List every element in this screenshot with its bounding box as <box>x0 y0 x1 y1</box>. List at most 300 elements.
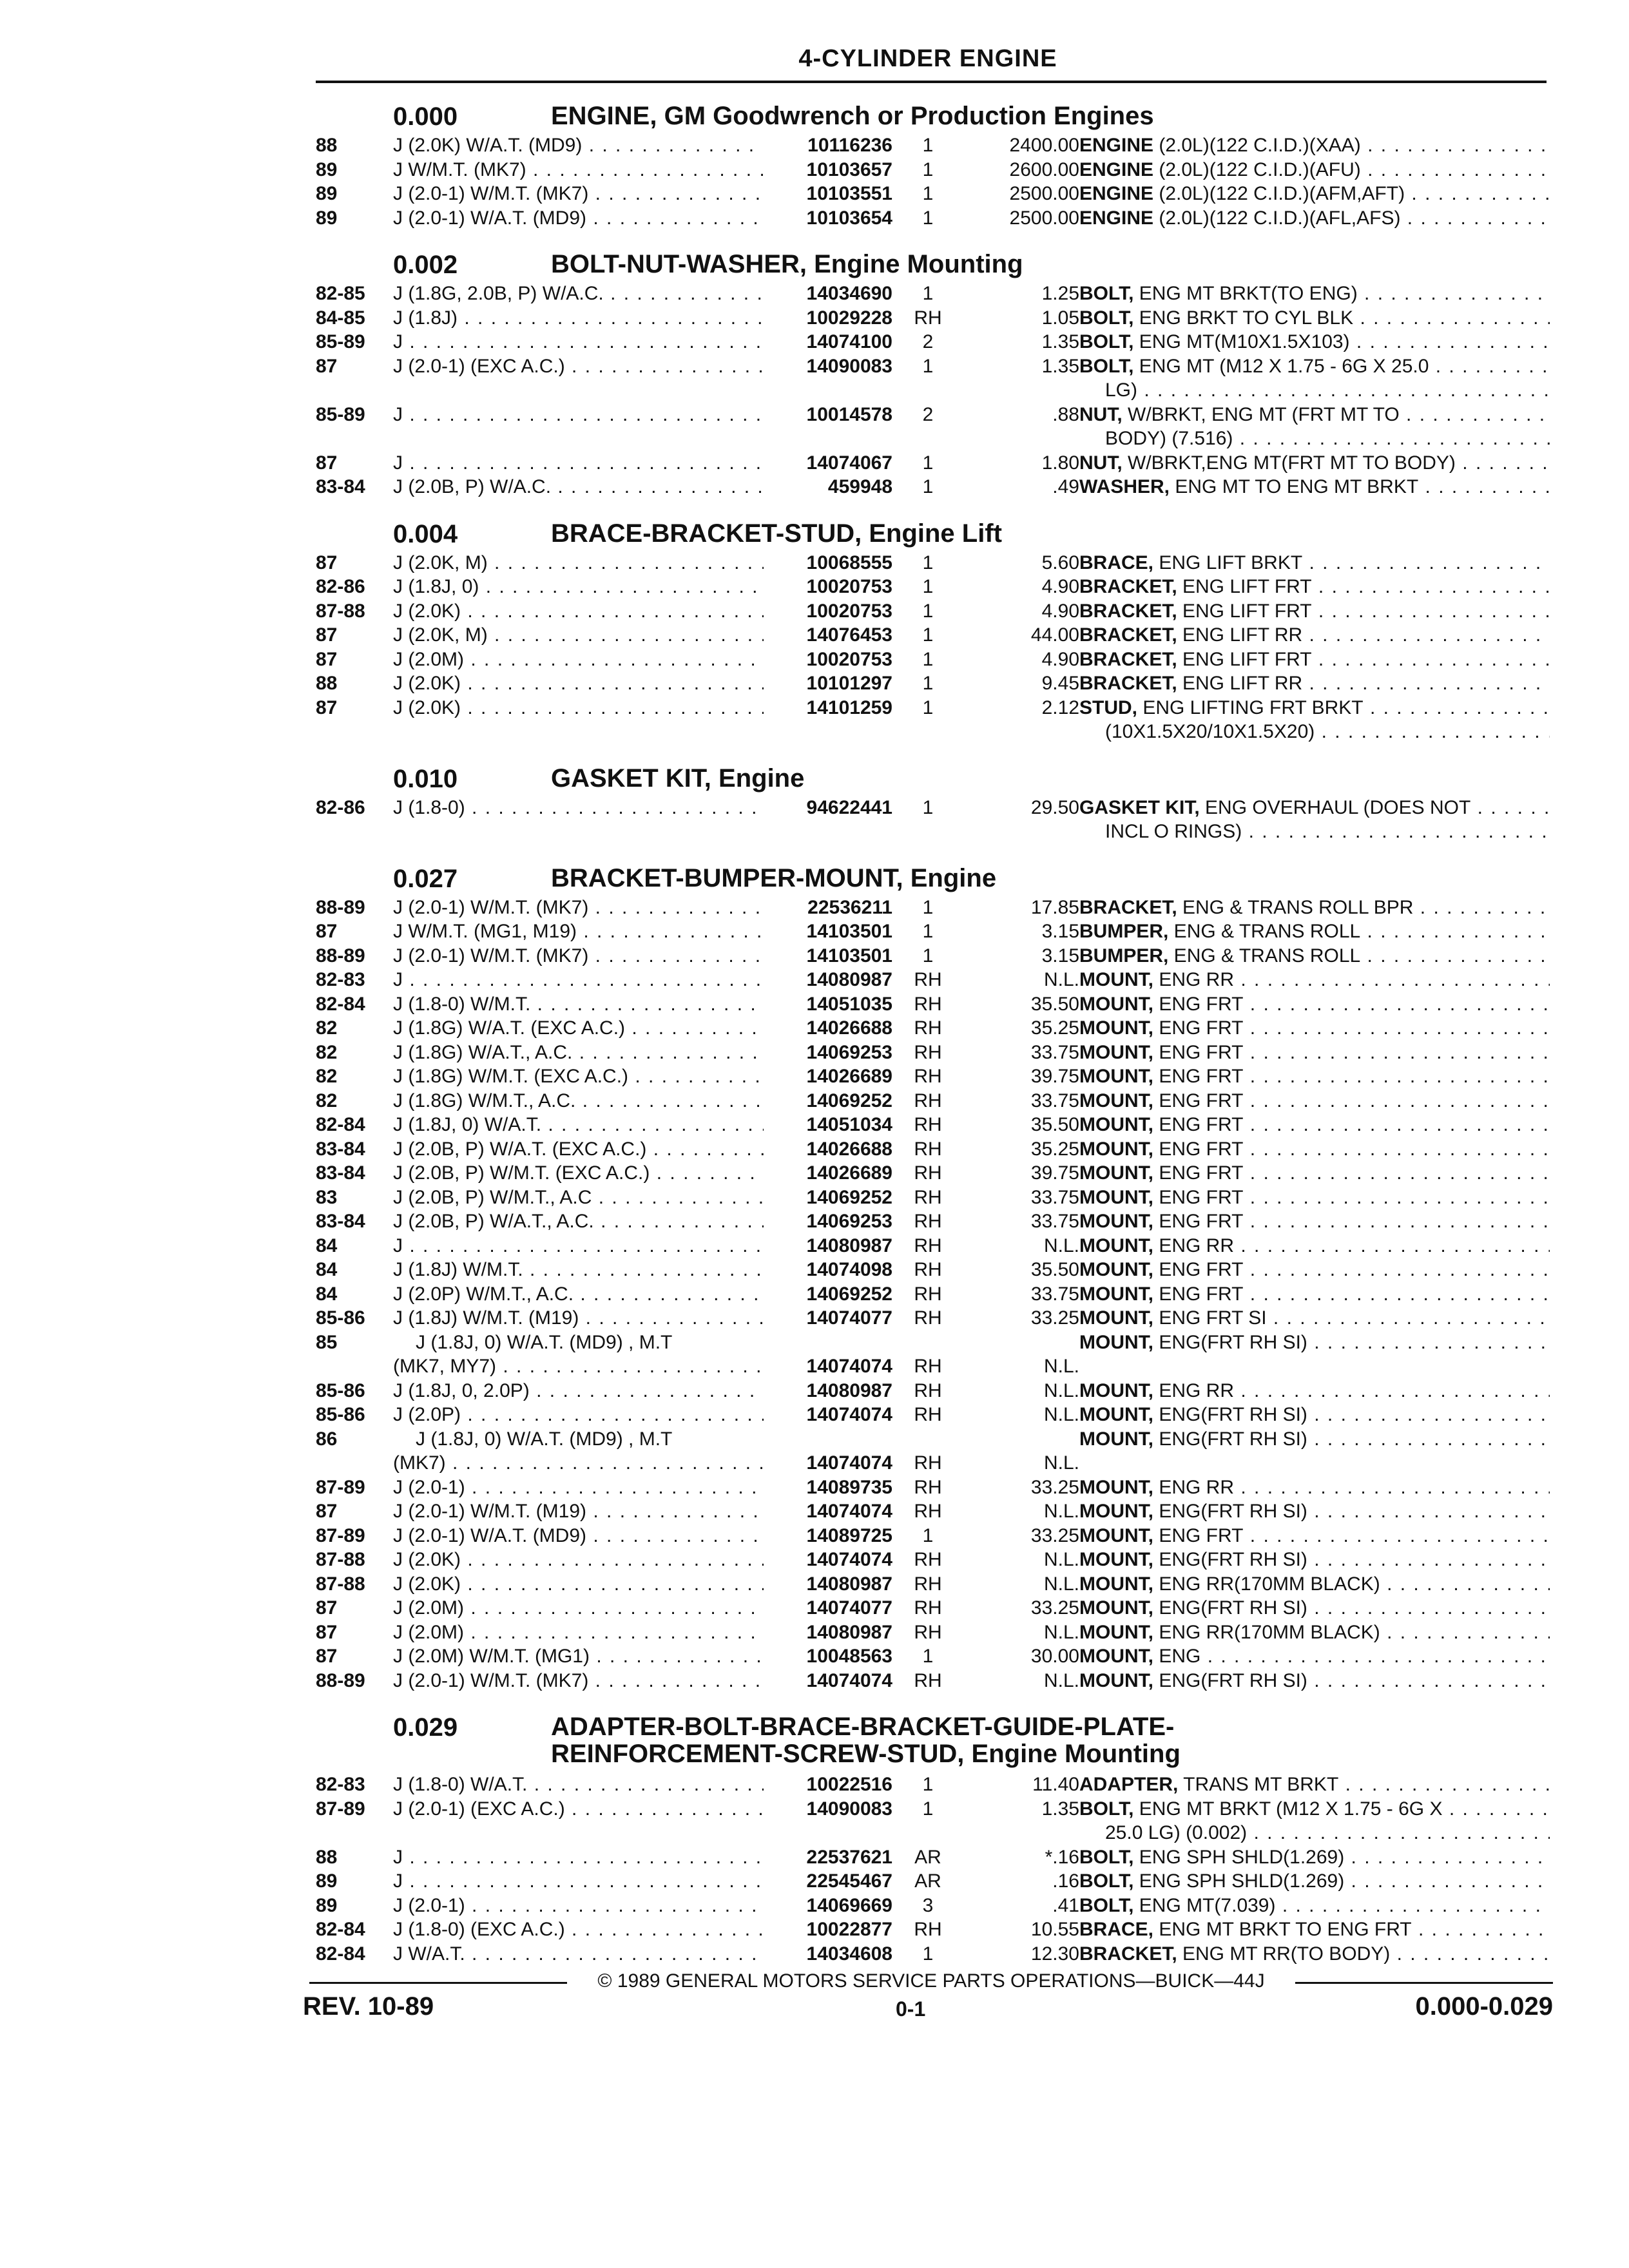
description-detail: ENG RR(170MM BLACK) <box>1153 1573 1380 1595</box>
description-detail: ENG MT BRKT (M12 X 1.75 - 6G X <box>1133 1798 1443 1820</box>
price: .41 <box>1052 1894 1079 1916</box>
title-rule <box>316 81 1547 83</box>
description-detail: ENG SPH SHLD(1.269) <box>1133 1846 1345 1868</box>
price: N.L. <box>1043 1501 1079 1522</box>
section-header <box>316 1708 1553 1773</box>
model-years: 82-86 <box>316 796 365 818</box>
application: J (2.0-1) . . . <box>393 1475 764 1499</box>
model-years: 85 <box>316 1331 338 1353</box>
model-years: 82-84 <box>316 1114 365 1135</box>
quantity: 1 <box>922 648 934 670</box>
application: J . . . <box>393 330 764 354</box>
part-number: 14089735 <box>806 1476 892 1498</box>
model-years: 87 <box>316 452 338 474</box>
application: J (2.0K, M) . . . <box>393 551 764 575</box>
section-title <box>551 102 1556 130</box>
application: J (1.8J, 0, 2.0P) . . . <box>393 1379 764 1403</box>
description-name: BRACE, <box>1079 1919 1154 1940</box>
part-row <box>316 1016 1553 1041</box>
part-row <box>316 1427 1553 1475</box>
price: N.L. <box>1043 969 1079 990</box>
model-years: 89 <box>316 183 338 204</box>
description <box>1079 551 1550 575</box>
price: 30.00 <box>1030 1646 1079 1667</box>
description-detail: ENG FRT <box>1153 1186 1244 1208</box>
part-number: 14074074 <box>806 1404 892 1425</box>
parts-list <box>316 93 1553 1977</box>
quantity: 1 <box>922 552 934 573</box>
quantity: RH <box>914 1452 942 1474</box>
part-number: 14101259 <box>806 697 892 718</box>
section-title <box>551 765 1556 792</box>
part-number: 14074074 <box>806 1669 892 1691</box>
application: J (2.0K) . . . <box>393 671 764 695</box>
description-detail: ENG MT (M12 X 1.75 - 6G X 25.0 <box>1133 355 1429 377</box>
description-detail: ENG MT BRKT(TO ENG) <box>1133 283 1358 304</box>
quantity: 1 <box>922 1774 934 1795</box>
description <box>1079 1064 1550 1088</box>
description-detail: ENG(FRT RH SI) <box>1153 1549 1307 1570</box>
price: 4.90 <box>1041 600 1079 622</box>
price: N.L. <box>1043 1573 1079 1595</box>
application: (MK7) . . . <box>393 1451 764 1475</box>
part-row <box>316 1089 1553 1113</box>
part-number: 10020753 <box>806 576 892 597</box>
description <box>1079 1942 1550 1966</box>
description <box>1079 206 1550 230</box>
quantity: 1 <box>922 576 934 597</box>
application: J (2.0-1) W/A.T. (MD9) . . . <box>393 1524 764 1548</box>
model-years: 83-84 <box>316 1162 365 1184</box>
part-number: 14103501 <box>806 945 892 966</box>
part-row <box>316 1209 1553 1234</box>
section-title-line: BRACE-BRACKET-STUD, Engine Lift <box>551 519 1002 548</box>
description-detail: ENG RR <box>1153 1235 1235 1256</box>
part-row <box>316 1186 1553 1210</box>
description <box>1079 1596 1550 1620</box>
description-detail: ENG MT(7.039) <box>1133 1894 1276 1916</box>
price: 33.75 <box>1030 1186 1079 1208</box>
part-number: 10103654 <box>806 207 892 229</box>
application: J (1.8G) W/M.T. (EXC A.C.) . . . <box>393 1064 764 1088</box>
description <box>1079 1894 1550 1917</box>
description <box>1079 133 1550 157</box>
application: J (1.8-0) W/M.T. . . . <box>393 992 764 1016</box>
price: .16 <box>1052 1870 1079 1892</box>
section-title-line: BRACKET-BUMPER-MOUNT, Engine <box>551 863 997 892</box>
price: 35.50 <box>1030 1259 1079 1280</box>
description-continued: INCL O RINGS) . . . <box>1105 820 1550 843</box>
price: 9.45 <box>1041 673 1079 694</box>
quantity: RH <box>914 1114 942 1135</box>
description <box>1079 1186 1550 1209</box>
description-detail: ENG OVERHAUL (DOES NOT <box>1199 796 1471 818</box>
section-title-line: GASKET KIT, Engine <box>551 764 805 793</box>
part-number: 14080987 <box>806 969 892 990</box>
description <box>1079 1331 1550 1354</box>
model-years: 88-89 <box>316 945 365 966</box>
description <box>1079 1917 1550 1941</box>
application: J (2.0M) . . . <box>393 1596 764 1620</box>
application: J (1.8J, 0) W/A.T. . . . <box>393 1113 764 1137</box>
description-detail: ENG FRT <box>1153 1524 1244 1546</box>
quantity: RH <box>914 1404 942 1425</box>
part-number: 10101297 <box>806 673 892 694</box>
application: J (1.8-0) (EXC A.C.) . . . <box>393 1917 764 1941</box>
description-name: MOUNT, <box>1079 1331 1153 1353</box>
description-name: MOUNT, <box>1079 1428 1153 1450</box>
model-years: 84 <box>316 1283 338 1305</box>
quantity: 3 <box>922 1894 934 1916</box>
application: J (2.0P) . . . <box>393 1403 764 1427</box>
part-row <box>316 330 1553 354</box>
description-name: NUT, <box>1079 403 1123 425</box>
part-row <box>316 1258 1553 1282</box>
description <box>1079 671 1550 695</box>
part-row <box>316 1773 1553 1797</box>
quantity: RH <box>914 993 942 1015</box>
price: 33.75 <box>1030 1211 1079 1232</box>
description <box>1079 1475 1550 1499</box>
description-name: BOLT, <box>1079 1870 1134 1892</box>
part-number: 14026689 <box>806 1066 892 1087</box>
price: N.L. <box>1043 1404 1079 1425</box>
part-row <box>316 1942 1553 1966</box>
description-name: GASKET KIT, <box>1079 796 1200 818</box>
price: 35.25 <box>1030 1017 1079 1039</box>
description-detail: ENG RR <box>1153 1476 1235 1498</box>
quantity: RH <box>914 1211 942 1232</box>
copyright-notice: © 1989 GENERAL MOTORS SERVICE PARTS OPERATIONS—BUICK—44J <box>597 1970 1265 1992</box>
description <box>1079 1041 1550 1064</box>
footer-rule-left <box>309 1982 567 1984</box>
model-years: 82-83 <box>316 1774 365 1795</box>
part-number: 14051034 <box>806 1114 892 1135</box>
description-name: BRACKET, <box>1079 673 1177 694</box>
quantity: RH <box>914 1355 942 1377</box>
description <box>1079 896 1550 919</box>
description <box>1079 182 1550 206</box>
quantity: 1 <box>922 283 934 304</box>
model-years: 82-84 <box>316 993 365 1015</box>
quantity: 1 <box>922 355 934 377</box>
section-title <box>551 865 1556 892</box>
quantity: 1 <box>922 452 934 474</box>
application: J (2.0K) W/A.T. (MD9) . . . <box>393 133 764 157</box>
quantity: RH <box>914 1501 942 1522</box>
description-name: MOUNT, <box>1079 1379 1153 1401</box>
part-row <box>316 1669 1553 1693</box>
application: J (1.8G, 2.0B, P) W/A.C. . . . <box>393 282 764 305</box>
section-number: 0.027 <box>393 864 458 893</box>
description-detail: ENG(FRT RH SI) <box>1153 1331 1307 1353</box>
part-row <box>316 133 1553 158</box>
price: 1.25 <box>1041 283 1079 304</box>
price: 29.50 <box>1030 796 1079 818</box>
part-number: 14074077 <box>806 1307 892 1329</box>
model-years: 84 <box>316 1235 338 1256</box>
price: 11.40 <box>1032 1774 1079 1795</box>
price: 33.75 <box>1030 1283 1079 1305</box>
quantity: RH <box>914 1041 942 1063</box>
description <box>1079 282 1550 305</box>
part-row <box>316 696 1553 744</box>
description <box>1079 1161 1550 1185</box>
model-years: 83 <box>316 1186 338 1208</box>
description-name: BOLT, <box>1079 1894 1134 1916</box>
part-row <box>316 1064 1553 1089</box>
application: J (2.0B, P) W/M.T. (EXC A.C.) . . . <box>393 1161 764 1185</box>
description-name: MOUNT, <box>1079 1162 1153 1184</box>
application: J (2.0K) . . . <box>393 696 764 720</box>
description <box>1079 648 1550 671</box>
model-years: 88 <box>316 673 338 694</box>
description <box>1079 1282 1550 1306</box>
price: 44.00 <box>1030 624 1079 646</box>
part-number: 10014578 <box>806 403 892 425</box>
part-number: 14080987 <box>806 1573 892 1595</box>
description-detail: ENG FRT <box>1153 993 1244 1015</box>
application: J (1.8J) W/M.T. . . . <box>393 1258 764 1282</box>
part-row <box>316 1797 1553 1845</box>
quantity: 1 <box>922 1798 934 1820</box>
description <box>1079 796 1550 820</box>
part-row <box>316 158 1553 182</box>
description <box>1079 1403 1550 1427</box>
price: 1.80 <box>1041 452 1079 474</box>
description <box>1079 575 1550 599</box>
part-row <box>316 1596 1553 1620</box>
description-detail: TRANS MT BRKT <box>1178 1774 1339 1795</box>
model-years: 82-86 <box>316 576 365 597</box>
description-detail: ENG LIFT BRKT <box>1153 552 1303 573</box>
part-number: 14026689 <box>806 1162 892 1184</box>
model-years: 82 <box>316 1017 338 1039</box>
description-detail: ENG FRT <box>1153 1066 1244 1087</box>
description-detail: ENG LIFT FRT <box>1177 576 1312 597</box>
application: J (2.0M) . . . <box>393 648 764 671</box>
application: J (1.8-0) W/A.T. . . . <box>393 1773 764 1796</box>
part-number: 22536211 <box>807 896 892 918</box>
description-name: BOLT, <box>1079 283 1134 304</box>
part-row <box>316 1379 1553 1403</box>
price: 5.60 <box>1041 552 1079 573</box>
section-title-line-2: REINFORCEMENT-SCREW-STUD, Engine Mounting <box>551 1740 1181 1768</box>
part-row <box>316 551 1553 575</box>
application: J . . . <box>393 1845 764 1869</box>
part-row <box>316 403 1553 451</box>
part-row <box>316 623 1553 648</box>
quantity: RH <box>914 1138 942 1160</box>
application: J (1.8J, 0) . . . <box>393 575 764 599</box>
description-name: BRACE, <box>1079 552 1154 573</box>
description <box>1079 944 1550 968</box>
application: J (2.0-1) W/M.T. (MK7) . . . <box>393 896 764 919</box>
description-detail: ENG FRT <box>1153 1017 1244 1039</box>
part-row <box>316 1499 1553 1524</box>
description-detail: ENG MT RR(TO BODY) <box>1177 1943 1391 1965</box>
quantity: 1 <box>922 159 934 180</box>
application: J (2.0K, M) . . . <box>393 623 764 647</box>
application: J (1.8G) W/A.T., A.C. . . . <box>393 1041 764 1064</box>
description <box>1079 1548 1550 1571</box>
part-row <box>316 992 1553 1017</box>
price: N.L. <box>1043 1549 1079 1570</box>
model-years: 82 <box>316 1041 338 1063</box>
part-row <box>316 1041 1553 1065</box>
quantity: 2 <box>922 331 934 352</box>
model-years: 87 <box>316 552 338 573</box>
description-name: MOUNT, <box>1079 1138 1153 1160</box>
description-continued: LG) . . . <box>1105 378 1550 402</box>
model-years: 89 <box>316 207 338 229</box>
part-number: 22545467 <box>806 1870 892 1892</box>
description-detail: ENG BRKT TO CYL BLK <box>1133 307 1354 329</box>
description <box>1079 1234 1550 1258</box>
price: 1.05 <box>1041 307 1079 329</box>
description-name: MOUNT, <box>1079 1211 1153 1232</box>
application: J (2.0-1) W/M.T. (MK7) . . . <box>393 182 764 206</box>
quantity: RH <box>914 1066 942 1087</box>
description <box>1079 475 1550 499</box>
quantity: 1 <box>922 945 934 966</box>
model-years: 83-84 <box>316 1211 365 1232</box>
model-years: 87 <box>316 624 338 646</box>
quantity: 1 <box>922 476 934 497</box>
application: J W/M.T. (MK7) . . . <box>393 158 764 182</box>
description <box>1079 1258 1550 1282</box>
description <box>1079 1306 1550 1330</box>
model-years: 89 <box>316 1894 338 1916</box>
description <box>1079 1089 1550 1113</box>
quantity: RH <box>914 307 942 329</box>
part-number: 14076453 <box>806 624 892 646</box>
part-number: 14103501 <box>806 921 892 942</box>
section-gap <box>316 1693 1553 1704</box>
model-years: 84 <box>316 1259 338 1280</box>
description <box>1079 1137 1550 1161</box>
description-name: MOUNT, <box>1079 1404 1153 1425</box>
part-number: 14074074 <box>806 1452 892 1474</box>
description-name: ADAPTER, <box>1079 1774 1179 1795</box>
description-name: MOUNT, <box>1079 1524 1153 1546</box>
description-name: MOUNT, <box>1079 1501 1153 1522</box>
description-detail: ENG MT BRKT TO ENG FRT <box>1153 1919 1412 1940</box>
section-number: 0.002 <box>393 251 458 279</box>
quantity: 1 <box>922 673 934 694</box>
description-name: MOUNT, <box>1079 1066 1153 1087</box>
description-continued: BODY) (7.516) . . . <box>1105 427 1550 450</box>
quantity: RH <box>914 1162 942 1184</box>
description-detail: ENG FRT <box>1153 1114 1244 1135</box>
price: 17.85 <box>1030 896 1079 918</box>
description-name: MOUNT, <box>1079 1090 1153 1111</box>
part-number: 10068555 <box>806 552 892 573</box>
price: 1.35 <box>1041 331 1079 352</box>
description <box>1079 330 1550 354</box>
description-name: BOLT, <box>1079 1846 1134 1868</box>
price: 12.30 <box>1030 1943 1079 1965</box>
model-years: 87-89 <box>316 1524 365 1546</box>
description-detail: W/BRKT,ENG MT(FRT MT TO BODY) <box>1122 452 1456 474</box>
quantity: RH <box>914 1259 942 1280</box>
part-row <box>316 282 1553 306</box>
application-line-1: J (1.8J, 0) W/A.T. (MD9) , M.T <box>416 1331 673 1353</box>
part-number: 10029228 <box>806 307 892 329</box>
quantity: RH <box>914 969 942 990</box>
section-number: 0.010 <box>393 764 458 793</box>
quantity: RH <box>914 1621 942 1643</box>
description-detail: ENG <box>1153 1646 1201 1667</box>
application: J (1.8G) W/A.T. (EXC A.C.) . . . <box>393 1016 764 1040</box>
application: J (2.0-1) W/A.T. (MD9) . . . <box>393 206 764 230</box>
price: 3.15 <box>1041 921 1079 942</box>
part-row <box>316 1644 1553 1669</box>
price: 33.25 <box>1030 1524 1079 1546</box>
description-detail: ENG FRT <box>1153 1138 1244 1160</box>
quantity: 1 <box>922 896 934 918</box>
description-detail: ENG & TRANS ROLL <box>1168 945 1361 966</box>
part-number: 14034608 <box>806 1943 892 1965</box>
quantity: 1 <box>922 921 934 942</box>
quantity: RH <box>914 1235 942 1256</box>
application: J (2.0-1) (EXC A.C.) . . . <box>393 1797 764 1821</box>
quantity: 1 <box>922 183 934 204</box>
part-number: 14034690 <box>806 283 892 304</box>
description <box>1079 306 1550 330</box>
part-number: 14090083 <box>806 355 892 377</box>
section-number: 0.004 <box>393 519 458 548</box>
description-name: WASHER, <box>1079 476 1170 497</box>
application: J (2.0M) W/M.T. (MG1) . . . <box>393 1644 764 1668</box>
section-gap <box>316 230 1553 242</box>
application: J (2.0-1) W/M.T. (M19) . . . <box>393 1499 764 1523</box>
description-name: BUMPER, <box>1079 921 1169 942</box>
quantity: 1 <box>922 697 934 718</box>
description <box>1079 623 1550 647</box>
description <box>1079 1845 1550 1869</box>
model-years: 82-84 <box>316 1919 365 1940</box>
model-years: 85-86 <box>316 1404 365 1425</box>
part-row <box>316 648 1553 672</box>
section-header <box>316 515 1553 551</box>
part-row <box>316 354 1553 403</box>
model-years: 87-88 <box>316 1549 365 1570</box>
quantity: 1 <box>922 1524 934 1546</box>
description <box>1079 696 1550 720</box>
part-row <box>316 1282 1553 1307</box>
part-row <box>316 1869 1553 1894</box>
description-continued: 25.0 LG) (0.002) . . . <box>1105 1821 1550 1845</box>
description <box>1079 968 1550 992</box>
description <box>1079 919 1550 943</box>
description-name: MOUNT, <box>1079 1476 1153 1498</box>
description-name: BRACKET, <box>1079 896 1177 918</box>
quantity: 1 <box>922 796 934 818</box>
price: 2400.00 <box>1009 135 1079 156</box>
part-number: 10103657 <box>806 159 892 180</box>
description-detail: (2.0L)(122 C.I.D.)(AFM,AFT) <box>1153 183 1405 204</box>
section-header <box>316 860 1553 896</box>
part-row <box>316 1524 1553 1548</box>
description-detail: ENG MT(M10X1.5X103) <box>1133 331 1350 352</box>
application: J (1.8J) W/M.T. (M19) . . . <box>393 1306 764 1330</box>
price: .88 <box>1052 403 1079 425</box>
part-row <box>316 475 1553 499</box>
description-name: BRACKET, <box>1079 648 1177 670</box>
model-years: 85-86 <box>316 1307 365 1329</box>
description <box>1079 992 1550 1016</box>
